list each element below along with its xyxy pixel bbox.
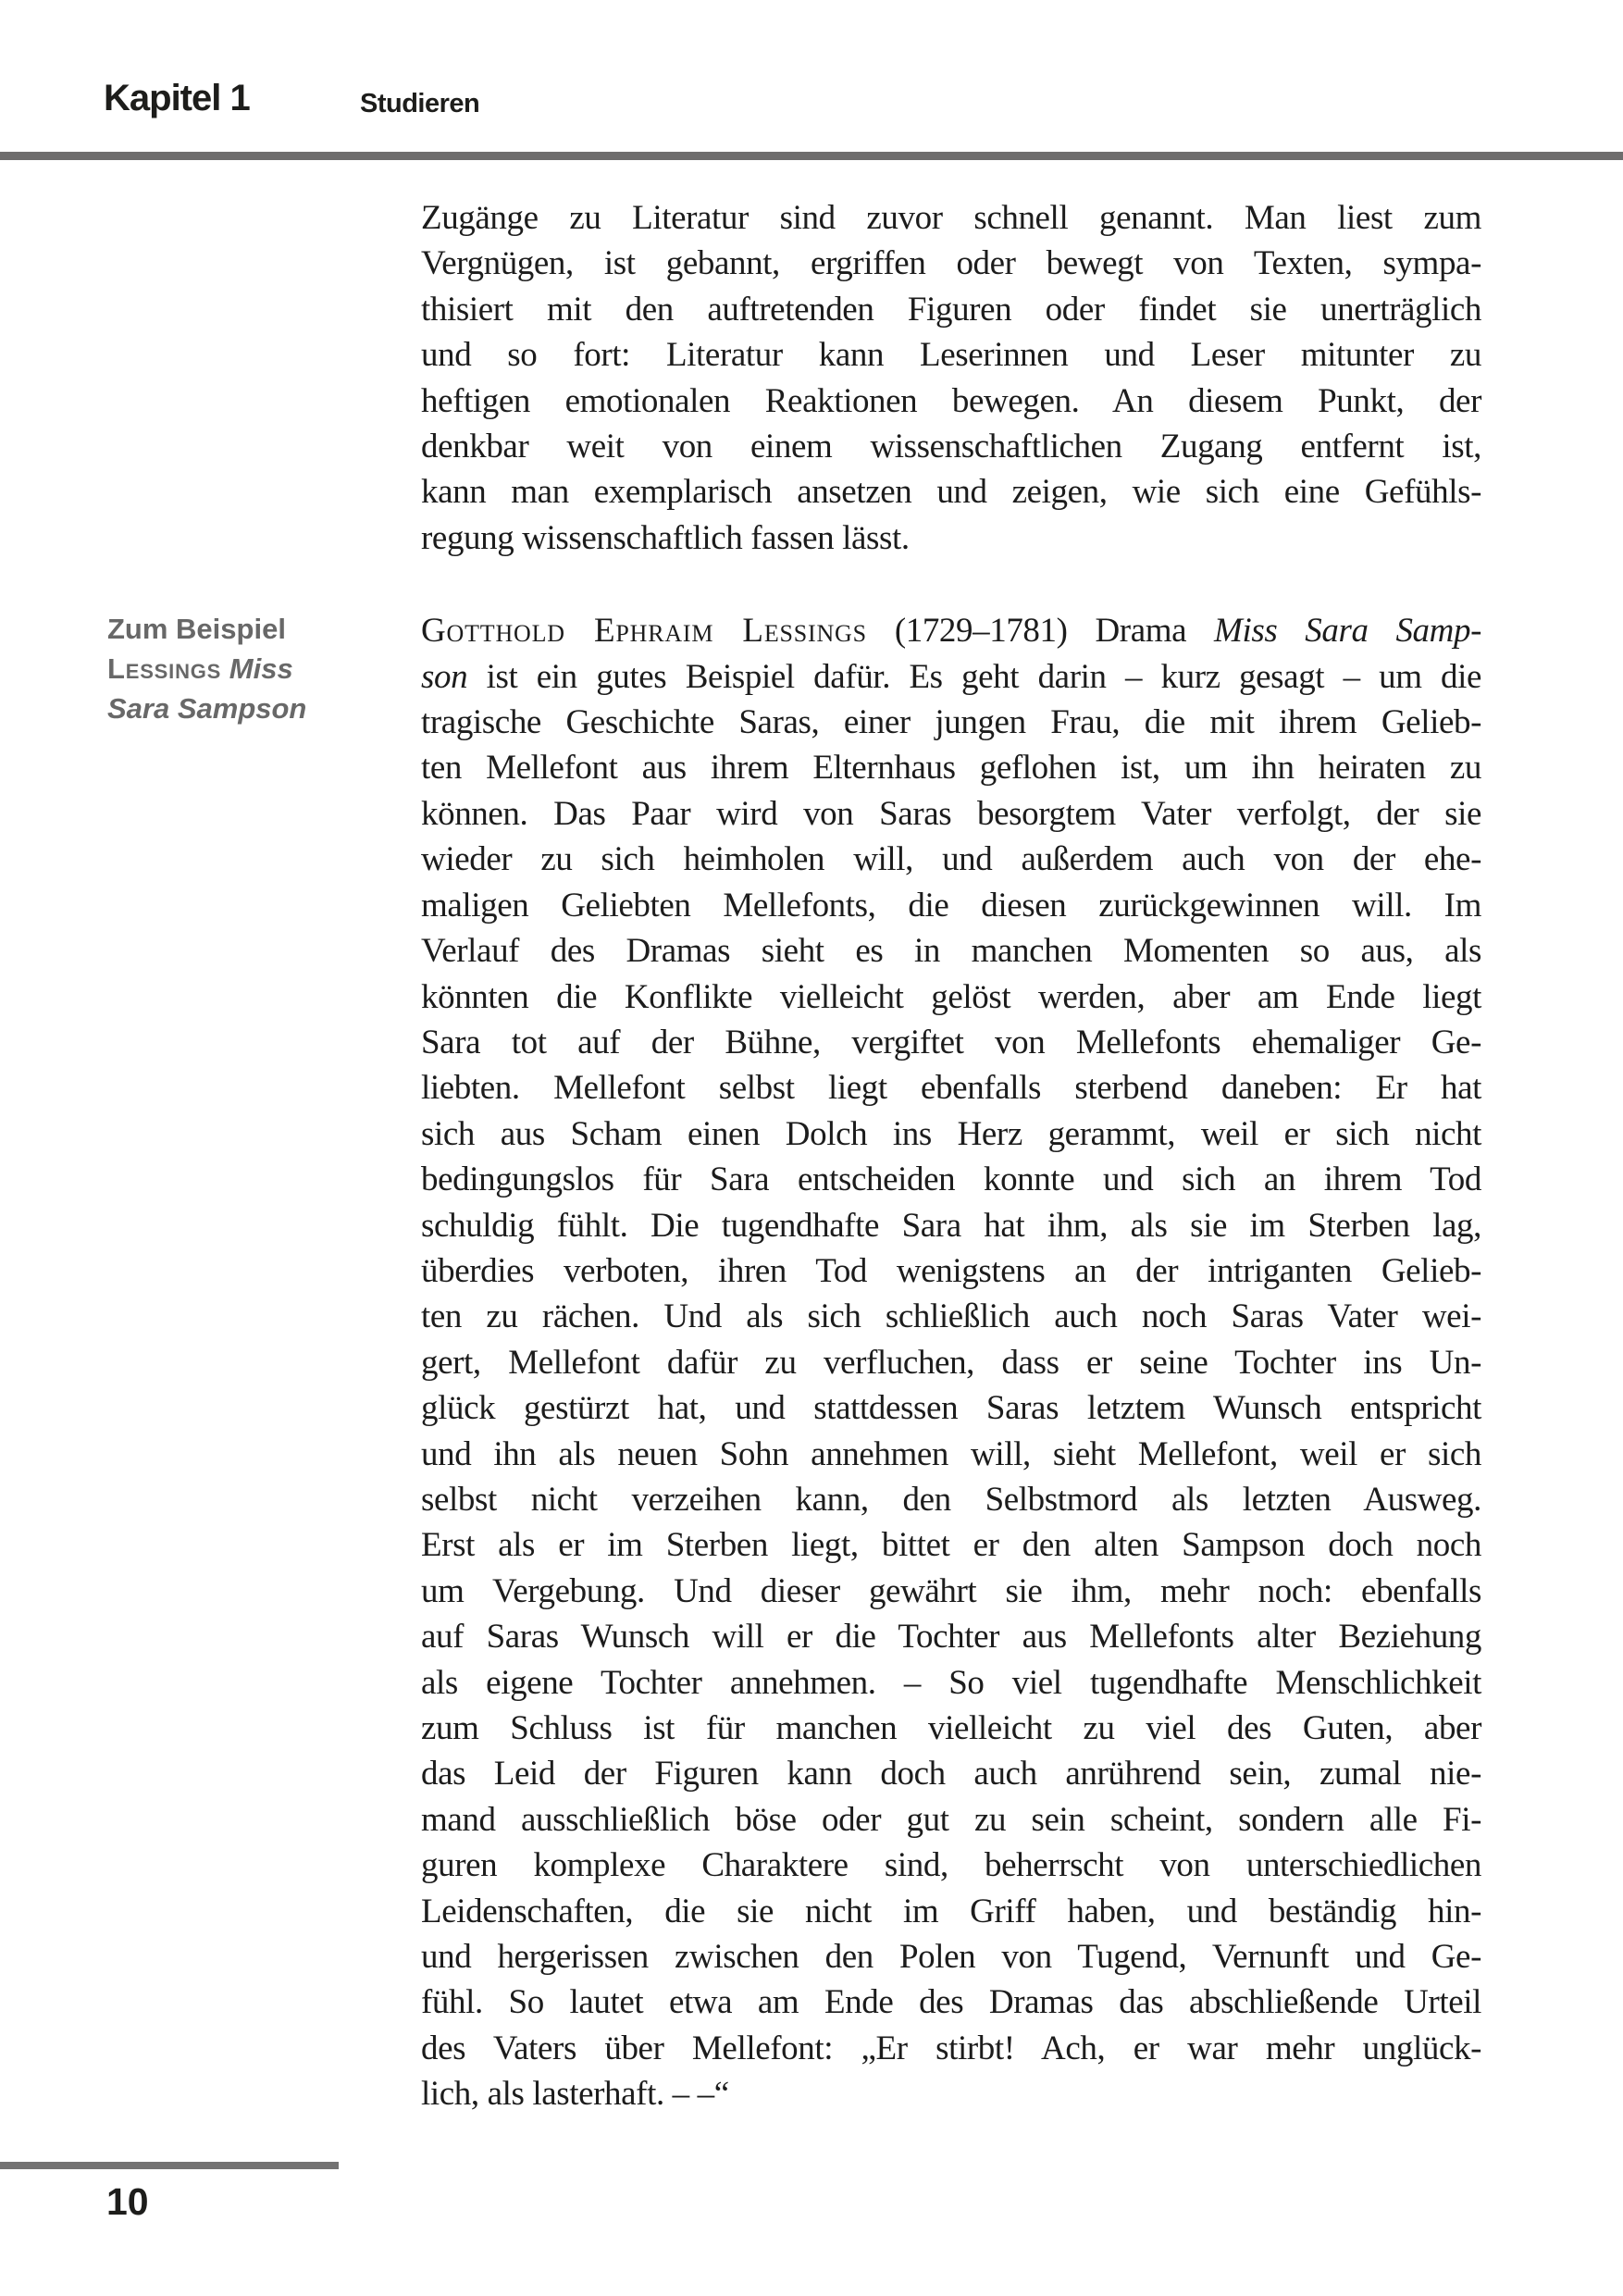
- text-line: könnten die Konflikte vielleicht gelöst werden, aber am Ende liegt: [421, 977, 1481, 1016]
- text-line: glück gestürzt hat, und stattdessen Saras letztem Wunsch entspricht: [421, 1389, 1481, 1428]
- text-line: auf Saras Wunsch will er die Tochter aus Mellefonts alter Beziehung: [421, 1618, 1481, 1657]
- chapter-title: Kapitel 1: [104, 78, 250, 118]
- text-line: kann man exemplarisch ansetzen und zeigen, wie sich eine Gefühls-: [421, 473, 1481, 512]
- text-line: regung wissenschaftlich fassen lässt.: [421, 518, 910, 557]
- text-line: als eigene Tochter annehmen. – So viel tugendhafte Menschlichkeit: [421, 1663, 1481, 1702]
- text-line: heftigen emotionalen Reaktionen bewegen. An diesem Punkt, der: [421, 381, 1481, 420]
- text-line: ten Mellefont aus ihrem Elternhaus geflohen ist, um ihn heiraten zu: [421, 749, 1481, 788]
- header-divider: [0, 152, 1623, 160]
- text-line: bedingungslos für Sara entscheiden konnte und sich an ihrem Tod: [421, 1160, 1481, 1199]
- text-line: können. Das Paar wird von Saras besorgtem Vater verfolgt, der sie: [421, 794, 1481, 833]
- text-line: son ist ein gutes Beispiel dafür. Es geht darin – kurz gesagt – um die: [421, 657, 1481, 696]
- paragraph-intro: [421, 195, 1481, 561]
- text-line: sich aus Scham einen Dolch ins Herz gerammt, weil er sich nicht: [421, 1114, 1481, 1153]
- text-line: schuldig fühlt. Die tugendhafte Sara hat ihm, als sie im Sterben lag,: [421, 1206, 1481, 1245]
- text-line: selbst nicht verzeihen kann, den Selbstmord als letzten Ausweg.: [421, 1480, 1481, 1519]
- text-line: überdies verboten, ihren Tod wenigstens an der intriganten Gelieb-: [421, 1251, 1481, 1290]
- page-number: 10: [106, 2180, 149, 2223]
- text-line: thisiert mit den auftretenden Figuren oder findet sie unerträglich: [421, 290, 1481, 329]
- text-line: mand ausschließlich böse oder gut zu sein scheint, sondern alle Fi-: [421, 1800, 1481, 1839]
- text-line: und so fort: Literatur kann Leserinnen und Leser mitunter zu: [421, 336, 1481, 375]
- text-line: Sara tot auf der Bühne, vergiftet von Mellefonts ehemaliger Ge-: [421, 1023, 1481, 1061]
- text-line: Erst als er im Sterben liegt, bittet er den alten Sampson doch noch: [421, 1526, 1481, 1565]
- text-line: liebten. Mellefont selbst liegt ebenfalls sterbend daneben: Er hat: [421, 1069, 1481, 1108]
- text-line: Zugänge zu Literatur sind zuvor schnell genannt. Man liest zum: [421, 199, 1481, 237]
- text-line: das Leid der Figuren kann doch auch anrührend sein, zumal nie-: [421, 1755, 1481, 1793]
- text-line: denkbar weit von einem wissenschaftlichen Zugang entfernt ist,: [421, 428, 1481, 466]
- text-line: Sara Sampson: [107, 692, 307, 725]
- paragraph-lessing-example: [421, 608, 1481, 2116]
- text-line: und hergerissen zwischen den Polen von Tugend, Vernunft und Ge-: [421, 1938, 1481, 1977]
- text-line: des Vaters über Mellefont: „Er stirbt! Ach, er war mehr unglück-: [421, 2029, 1481, 2067]
- footer-divider: [0, 2162, 339, 2169]
- text-line: maligen Geliebten Mellefonts, die diesen zurückgewinnen will. Im: [421, 886, 1481, 925]
- text-line: Leidenschaften, die sie nicht im Griff haben, und beständig hin-: [421, 1892, 1481, 1930]
- text-line: Gotthold Ephraim Lessings (1729–1781) Drama Miss Sara Samp-: [421, 612, 1482, 651]
- text-line: und ihn als neuen Sohn annehmen will, sieht Mellefont, weil er sich: [421, 1434, 1481, 1473]
- text-line: um Vergebung. Und dieser gewährt sie ihm, mehr noch: ebenfalls: [421, 1571, 1481, 1610]
- text-line: guren komplexe Charaktere sind, beherrscht von unterschiedlichen: [421, 1846, 1481, 1885]
- text-line: wieder zu sich heimholen will, und außerdem auch von der ehe-: [421, 840, 1481, 879]
- text-line: Vergnügen, ist gebannt, ergriffen oder bewegt von Texten, sympa-: [421, 244, 1481, 283]
- text-line: zum Schluss ist für manchen vielleicht zu viel des Guten, aber: [421, 1709, 1481, 1747]
- text-line: Zum Beispiel: [107, 613, 286, 645]
- text-line: Verlauf des Dramas sieht es in manchen Momenten so aus, als: [421, 932, 1481, 971]
- margin-note: [107, 609, 385, 728]
- text-line: fühl. So lautet etwa am Ende des Dramas das abschließende Urteil: [421, 1983, 1481, 2022]
- body-text-column: [421, 195, 1481, 2117]
- text-line: ten zu rächen. Und als sich schließlich auch noch Saras Vater wei-: [421, 1297, 1481, 1336]
- text-line: gert, Mellefont dafür zu verfluchen, dass er seine Tochter ins Un-: [421, 1343, 1481, 1382]
- text-line: Lessings Miss: [107, 652, 293, 685]
- section-title: Studieren: [360, 89, 480, 118]
- text-line: tragische Geschichte Saras, einer jungen Frau, die mit ihrem Gelieb-: [421, 703, 1481, 742]
- text-line: lich, als lasterhaft. – –“: [421, 2075, 729, 2114]
